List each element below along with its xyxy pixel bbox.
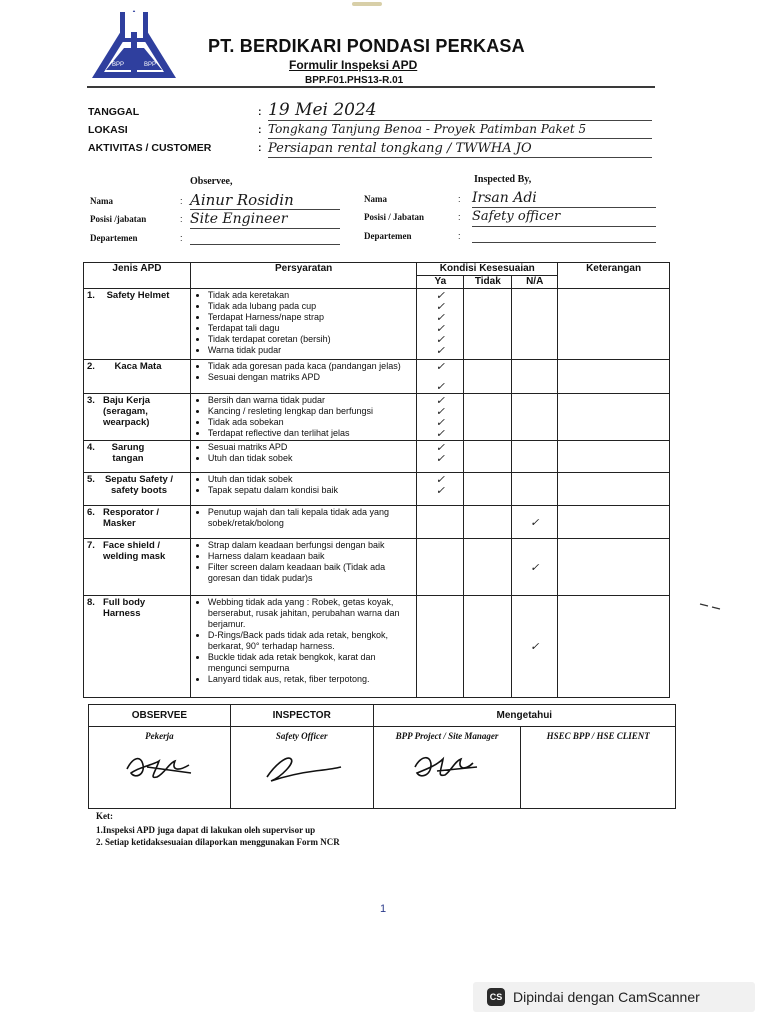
tanggal-label: TANGGAL — [88, 106, 140, 118]
item-name: Sepatu Safety / safety boots — [104, 474, 174, 496]
item-number: 2. — [87, 361, 95, 372]
company-name: PT. BERDIKARI PONDASI PERKASA — [208, 36, 525, 56]
item-name: Resporator / Masker — [103, 507, 159, 529]
check-mark: ✓ — [435, 311, 445, 324]
tidak-check-cell — [464, 441, 512, 473]
item-number: 7. — [87, 540, 95, 551]
keterangan-cell — [558, 473, 670, 506]
inspected-nama-colon: : — [458, 194, 461, 204]
tanggal-value: 19 Mei 2024 — [268, 100, 652, 121]
requirements-cell — [190, 360, 417, 394]
note-1: 1.Inspeksi APD juga dapat di lakukan oleh supervisor up — [96, 825, 316, 835]
requirements-cell — [190, 473, 417, 506]
requirement-item: • Kancing / resleting lengkap dan berfungsi — [208, 406, 414, 417]
check-mark: ✓ — [435, 380, 445, 393]
observee-heading: Observee, — [190, 176, 233, 187]
item-number: 3. — [87, 395, 95, 406]
requirement-item: • Tidak terdapat coretan (bersih) — [208, 334, 414, 345]
requirement-item: • Harness dalam keadaan baik — [208, 551, 414, 562]
inspected-nama-label: Nama — [364, 194, 387, 204]
requirement-item: • Filter screen dalam keadaan baik (Tidak ada goresan dan tidak pudar)s — [208, 562, 414, 584]
na-check-cell — [512, 394, 558, 441]
page-number: 1 — [380, 903, 387, 915]
item-number: 5. — [87, 474, 95, 485]
observee-departemen-label: Departemen — [90, 233, 138, 243]
role-site-manager: BPP Project / Site Manager — [395, 731, 499, 741]
check-mark: ✓ — [435, 300, 445, 313]
note-2: 2. Setiap ketidaksesuaian dilaporkan menggunakan Form NCR — [96, 837, 340, 847]
item-name: Kaca Mata — [114, 361, 162, 372]
table-row — [84, 473, 670, 506]
apd-item-cell — [84, 506, 191, 539]
requirements-cell — [190, 441, 417, 473]
requirements-cell — [190, 394, 417, 441]
keterangan-cell — [558, 596, 670, 698]
aktivitas-colon: : — [258, 142, 262, 154]
tidak-check-cell — [464, 596, 512, 698]
tidak-check-cell — [464, 289, 512, 360]
apd-item-cell — [84, 394, 191, 441]
notes-heading: Ket: — [96, 811, 113, 821]
table-row — [84, 596, 670, 698]
inspector-header: INSPECTOR — [230, 705, 373, 727]
requirement-item: • Tidak ada lubang pada cup — [208, 301, 414, 312]
inspected-departemen-value — [472, 230, 656, 243]
apd-item-cell — [84, 539, 191, 596]
signature-box-observee — [89, 727, 231, 809]
apd-item-cell — [84, 441, 191, 473]
table-row — [84, 360, 670, 394]
requirement-item: • Sesuai dengan matriks APD — [208, 372, 414, 383]
pen-mark — [698, 598, 722, 616]
check-mark: ✓ — [435, 360, 445, 373]
table-row — [84, 289, 670, 360]
requirement-item: • Tidak ada goresan pada kaca (pandangan jelas) — [208, 361, 414, 372]
role-pekerja: Pekerja — [145, 731, 174, 741]
camscanner-badge — [473, 982, 755, 1012]
tidak-check-cell — [464, 539, 512, 596]
requirement-item: • Terdapat tali dagu — [208, 323, 414, 334]
camscanner-text: Dipindai dengan CamScanner — [513, 989, 700, 1005]
check-mark: ✓ — [435, 322, 445, 335]
role-hsec: HSEC BPP / HSE CLIENT — [546, 731, 650, 741]
observee-nama-value: Ainur Rosidin — [190, 191, 340, 210]
na-check-cell — [512, 539, 558, 596]
tidak-check-cell — [464, 506, 512, 539]
requirements-cell — [190, 506, 417, 539]
table-row — [84, 441, 670, 473]
tidak-check-cell — [464, 473, 512, 506]
signature-observee — [119, 747, 199, 787]
ya-check-cell — [417, 360, 464, 394]
signature-box-manager — [373, 727, 521, 809]
requirement-item: • Penutup wajah dan tali kepala tidak ada yang sobek/retak/bolong — [208, 507, 414, 529]
check-mark: ✓ — [435, 452, 445, 465]
inspected-heading: Inspected By, — [474, 174, 532, 185]
requirement-item: • Sesuai matriks APD — [208, 442, 414, 453]
table-row — [84, 539, 670, 596]
check-mark: ✓ — [435, 441, 445, 454]
camscanner-logo-icon: CS — [487, 988, 505, 1006]
tidak-check-cell — [464, 394, 512, 441]
check-mark: ✓ — [435, 333, 445, 346]
check-mark: ✓ — [530, 560, 540, 574]
item-number: 8. — [87, 597, 95, 608]
tanggal-colon: : — [258, 106, 262, 118]
col-na: N/A — [512, 276, 558, 289]
document-number: BPP.F01.PHS13-R.01 — [305, 75, 404, 86]
requirement-item: • Tidak ada keretakan — [208, 290, 414, 301]
requirements-cell — [190, 596, 417, 698]
observee-header: OBSERVEE — [89, 705, 231, 727]
keterangan-cell — [558, 441, 670, 473]
logo-text-right: BPP — [144, 62, 157, 68]
keterangan-cell — [558, 360, 670, 394]
requirement-item: • Lanyard tidak aus, retak, fiber terpotong. — [208, 674, 414, 685]
apd-inspection-table — [83, 262, 670, 698]
lokasi-colon: : — [258, 124, 262, 136]
check-mark: ✓ — [435, 394, 445, 407]
check-mark: ✓ — [530, 640, 540, 653]
col-kondisi-kesesuaian: Kondisi Kesesuaian — [417, 263, 558, 276]
na-check-cell — [512, 596, 558, 698]
ya-check-cell — [417, 441, 464, 473]
requirement-item: • Utuh dan tidak sobek — [208, 474, 414, 485]
na-check-cell — [512, 506, 558, 539]
check-mark: ✓ — [435, 427, 445, 440]
header-divider — [87, 86, 655, 88]
requirement-item: • Terdapat reflective dan terlihat jelas — [208, 428, 414, 439]
signature-box-hsec — [521, 727, 676, 809]
col-keterangan: Keterangan — [558, 263, 670, 289]
observee-posisi-label: Posisi /jabatan — [90, 214, 147, 224]
observee-nama-label: Nama — [90, 196, 113, 206]
na-check-cell — [512, 473, 558, 506]
scan-mark — [352, 2, 382, 6]
requirement-item: • Webbing tidak ada yang : Robek, getas koyak, berserabut, rusak jahitan, perubahan warna dan berjamur. — [208, 597, 414, 630]
requirement-item: • D-Rings/Back pads tidak ada retak, bengkok, berkarat, 90° terhadap harness. — [208, 630, 414, 652]
requirement-item: • Terdapat Harness/nape strap — [208, 312, 414, 323]
apd-item-cell — [84, 596, 191, 698]
col-ya: Ya — [417, 276, 464, 289]
item-number: 6. — [87, 507, 95, 518]
observee-posisi-colon: : — [180, 214, 183, 224]
requirements-cell — [190, 289, 417, 360]
tidak-check-cell — [464, 360, 512, 394]
apd-item-cell — [84, 289, 191, 360]
inspected-posisi-label: Posisi / Jabatan — [364, 212, 425, 222]
aktivitas-value: Persiapan rental tongkang / TWWHA JO — [268, 141, 652, 158]
check-mark: ✓ — [435, 484, 445, 497]
keterangan-cell — [558, 394, 670, 441]
item-name: Face shield / welding mask — [103, 540, 166, 562]
aktivitas-label: AKTIVITAS / CUSTOMER — [88, 142, 212, 154]
requirement-item: • Strap dalam keadaan berfungsi dengan baik — [208, 540, 414, 551]
keterangan-cell — [558, 539, 670, 596]
col-persyaratan: Persyaratan — [190, 263, 417, 289]
apd-item-cell — [84, 360, 191, 394]
lokasi-value: Tongkang Tanjung Benoa - Proyek Patimban Paket 5 — [268, 122, 652, 139]
signature-table — [88, 704, 676, 809]
inspected-posisi-colon: : — [458, 212, 461, 222]
na-check-cell — [512, 289, 558, 360]
requirement-item: • Tapak sepatu dalam kondisi baik — [208, 485, 414, 496]
item-number: 4. — [87, 442, 95, 453]
requirement-item: • Warna tidak pudar — [208, 345, 414, 356]
ya-check-cell — [417, 539, 464, 596]
signature-inspector — [257, 747, 347, 787]
signature-manager — [407, 747, 487, 787]
requirement-item: • Buckle tidak ada retak bengkok, karat dan mengunci sempurna — [208, 652, 414, 674]
item-name: Baju Kerja (seragam, wearpack) — [103, 395, 150, 428]
check-mark: ✓ — [435, 416, 445, 429]
logo-text-left: BPP — [112, 62, 125, 68]
check-mark: ✓ — [530, 515, 540, 529]
item-number: 1. — [87, 290, 95, 301]
check-mark: ✓ — [435, 289, 445, 302]
observee-posisi-value: Site Engineer — [190, 211, 340, 229]
col-tidak: Tidak — [464, 276, 512, 289]
observee-nama-colon: : — [180, 196, 183, 206]
keterangan-cell — [558, 289, 670, 360]
ya-check-cell — [417, 506, 464, 539]
ya-check-cell — [417, 289, 464, 360]
observee-departemen-value — [190, 232, 340, 245]
keterangan-cell — [558, 506, 670, 539]
observee-departemen-colon: : — [180, 233, 183, 243]
requirement-item: • Bersih dan warna tidak pudar — [208, 395, 414, 406]
check-mark: ✓ — [435, 405, 445, 418]
table-row — [84, 394, 670, 441]
check-mark: ✓ — [435, 344, 445, 357]
check-mark: ✓ — [435, 473, 445, 486]
col-jenis-apd: Jenis APD — [84, 263, 191, 289]
inspected-posisi-value: Safety officer — [472, 209, 656, 227]
ya-check-cell — [417, 473, 464, 506]
na-check-cell — [512, 360, 558, 394]
role-safety-officer: Safety Officer — [275, 731, 328, 741]
requirement-item: • Utuh dan tidak sobek — [208, 453, 414, 464]
item-name: Safety Helmet — [106, 290, 170, 301]
requirement-item: • Tidak ada sobekan — [208, 417, 414, 428]
form-title: Formulir Inspeksi APD — [289, 58, 418, 72]
requirements-cell — [190, 539, 417, 596]
apd-item-cell — [84, 473, 191, 506]
table-row — [84, 506, 670, 539]
company-logo — [90, 8, 178, 80]
ya-check-cell — [417, 596, 464, 698]
item-name: Sarung tangan — [111, 442, 145, 464]
mengetahui-header: Mengetahui — [373, 705, 675, 727]
signature-box-inspector — [230, 727, 373, 809]
ya-check-cell — [417, 394, 464, 441]
inspected-departemen-label: Departemen — [364, 231, 412, 241]
inspected-departemen-colon: : — [458, 231, 461, 241]
inspected-nama-value: Irsan Adi — [472, 190, 656, 208]
lokasi-label: LOKASI — [88, 124, 128, 136]
na-check-cell — [512, 441, 558, 473]
item-name: Full body Harness — [103, 597, 146, 619]
